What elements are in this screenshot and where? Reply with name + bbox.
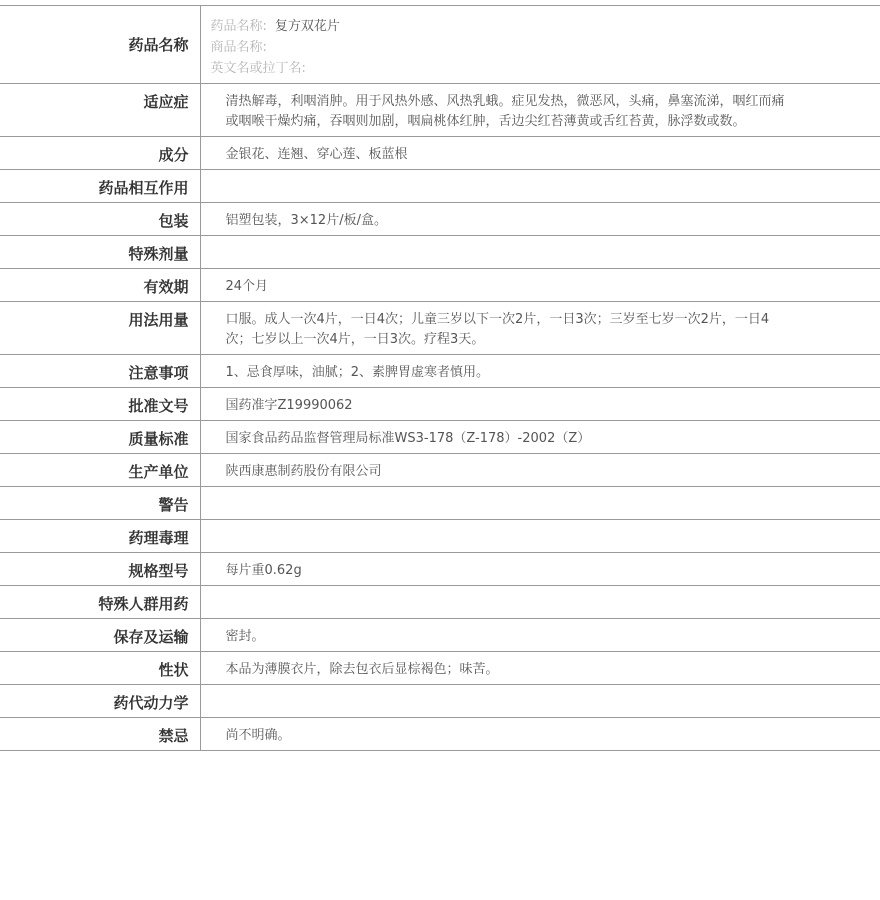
row-pharmacokinetics bbox=[0, 685, 880, 718]
row-value: 24个月 bbox=[225, 279, 269, 294]
row-label: 注意事项 bbox=[0, 355, 200, 388]
row-value bbox=[200, 170, 880, 203]
row-manufacturer bbox=[0, 454, 880, 487]
row-shelf-life bbox=[0, 269, 880, 302]
row-label: 性状 bbox=[0, 652, 200, 685]
row-ingredients bbox=[0, 137, 880, 170]
row-label: 特殊剂量 bbox=[0, 236, 200, 269]
row-value bbox=[200, 236, 880, 269]
row-value: 金银花、连翘、穿心莲、板蓝根 bbox=[225, 147, 408, 162]
row-dosage bbox=[0, 302, 880, 355]
row-indications bbox=[0, 84, 880, 137]
row-approval-number bbox=[0, 388, 880, 421]
row-label: 禁忌 bbox=[0, 718, 200, 751]
row-value: 陕西康惠制药股份有限公司 bbox=[225, 464, 382, 479]
row-label: 药代动力学 bbox=[0, 685, 200, 718]
row-value bbox=[200, 520, 880, 553]
row-pharmacology bbox=[0, 520, 880, 553]
row-label: 有效期 bbox=[0, 269, 200, 302]
row-description bbox=[0, 652, 880, 685]
generic-name-value: 复方双花片 bbox=[274, 19, 340, 34]
row-label: 警告 bbox=[0, 487, 200, 520]
row-specification bbox=[0, 553, 880, 586]
row-value bbox=[200, 586, 880, 619]
row-value: 清热解毒，利咽消肿。用于风热外感、风热乳蛾。症见发热，微恶风，头痛，鼻塞流涕，咽红而痛或咽喉干燥灼痛，吞咽则加剧，咽扁桃体红肿，舌边尖红苔薄黄或舌红苔黄，脉浮数或数。 bbox=[225, 94, 785, 129]
row-value: 每片重0.62g bbox=[225, 563, 302, 578]
english-name-line bbox=[211, 58, 880, 79]
row-label: 药理毒理 bbox=[0, 520, 200, 553]
row-label: 成分 bbox=[0, 137, 200, 170]
trade-name-line bbox=[211, 37, 880, 58]
generic-name-line bbox=[211, 16, 880, 37]
row-label: 批准文号 bbox=[0, 388, 200, 421]
row-value: 尚不明确。 bbox=[225, 728, 291, 743]
row-quality-standard bbox=[0, 421, 880, 454]
row-label: 质量标准 bbox=[0, 421, 200, 454]
english-name-label: 英文名或拉丁名: bbox=[210, 61, 306, 76]
row-label: 药品相互作用 bbox=[0, 170, 200, 203]
drug-name-row bbox=[0, 6, 880, 84]
row-precautions bbox=[0, 355, 880, 388]
row-value: 国药准字Z19990062 bbox=[225, 398, 353, 413]
drug-info-table bbox=[0, 5, 880, 751]
generic-name-label: 药品名称: bbox=[210, 19, 267, 34]
row-contraindications bbox=[0, 718, 880, 751]
row-value: 口服。成人一次4片，一日4次；儿童三岁以下一次2片，一日3次；三岁至七岁一次2片，一日4次；七岁以上一次4片，一日3次。疗程3天。 bbox=[225, 312, 770, 347]
row-value bbox=[200, 487, 880, 520]
row-value: 本品为薄膜衣片，除去包衣后显棕褐色；味苦。 bbox=[225, 662, 499, 677]
row-label: 适应症 bbox=[0, 84, 200, 137]
row-storage bbox=[0, 619, 880, 652]
row-label: 规格型号 bbox=[0, 553, 200, 586]
row-value: 1、忌食厚味，油腻；2、素脾胃虚寒者慎用。 bbox=[225, 365, 490, 380]
drug-name-cell bbox=[200, 6, 880, 84]
trade-name-label: 商品名称: bbox=[210, 40, 267, 55]
row-special-dosage bbox=[0, 236, 880, 269]
row-value bbox=[200, 685, 880, 718]
row-label: 生产单位 bbox=[0, 454, 200, 487]
row-label: 特殊人群用药 bbox=[0, 586, 200, 619]
row-special-populations bbox=[0, 586, 880, 619]
row-interactions bbox=[0, 170, 880, 203]
row-label: 保存及运输 bbox=[0, 619, 200, 652]
row-value: 国家食品药品监督管理局标准WS3-178（Z-178）-2002（Z） bbox=[225, 431, 591, 446]
row-value: 密封。 bbox=[225, 629, 265, 644]
row-warning bbox=[0, 487, 880, 520]
drug-name-header: 药品名称 bbox=[0, 6, 200, 84]
row-value: 铝塑包装，3×12片/板/盒。 bbox=[225, 213, 387, 228]
row-label: 包装 bbox=[0, 203, 200, 236]
row-packaging bbox=[0, 203, 880, 236]
row-label: 用法用量 bbox=[0, 302, 200, 355]
